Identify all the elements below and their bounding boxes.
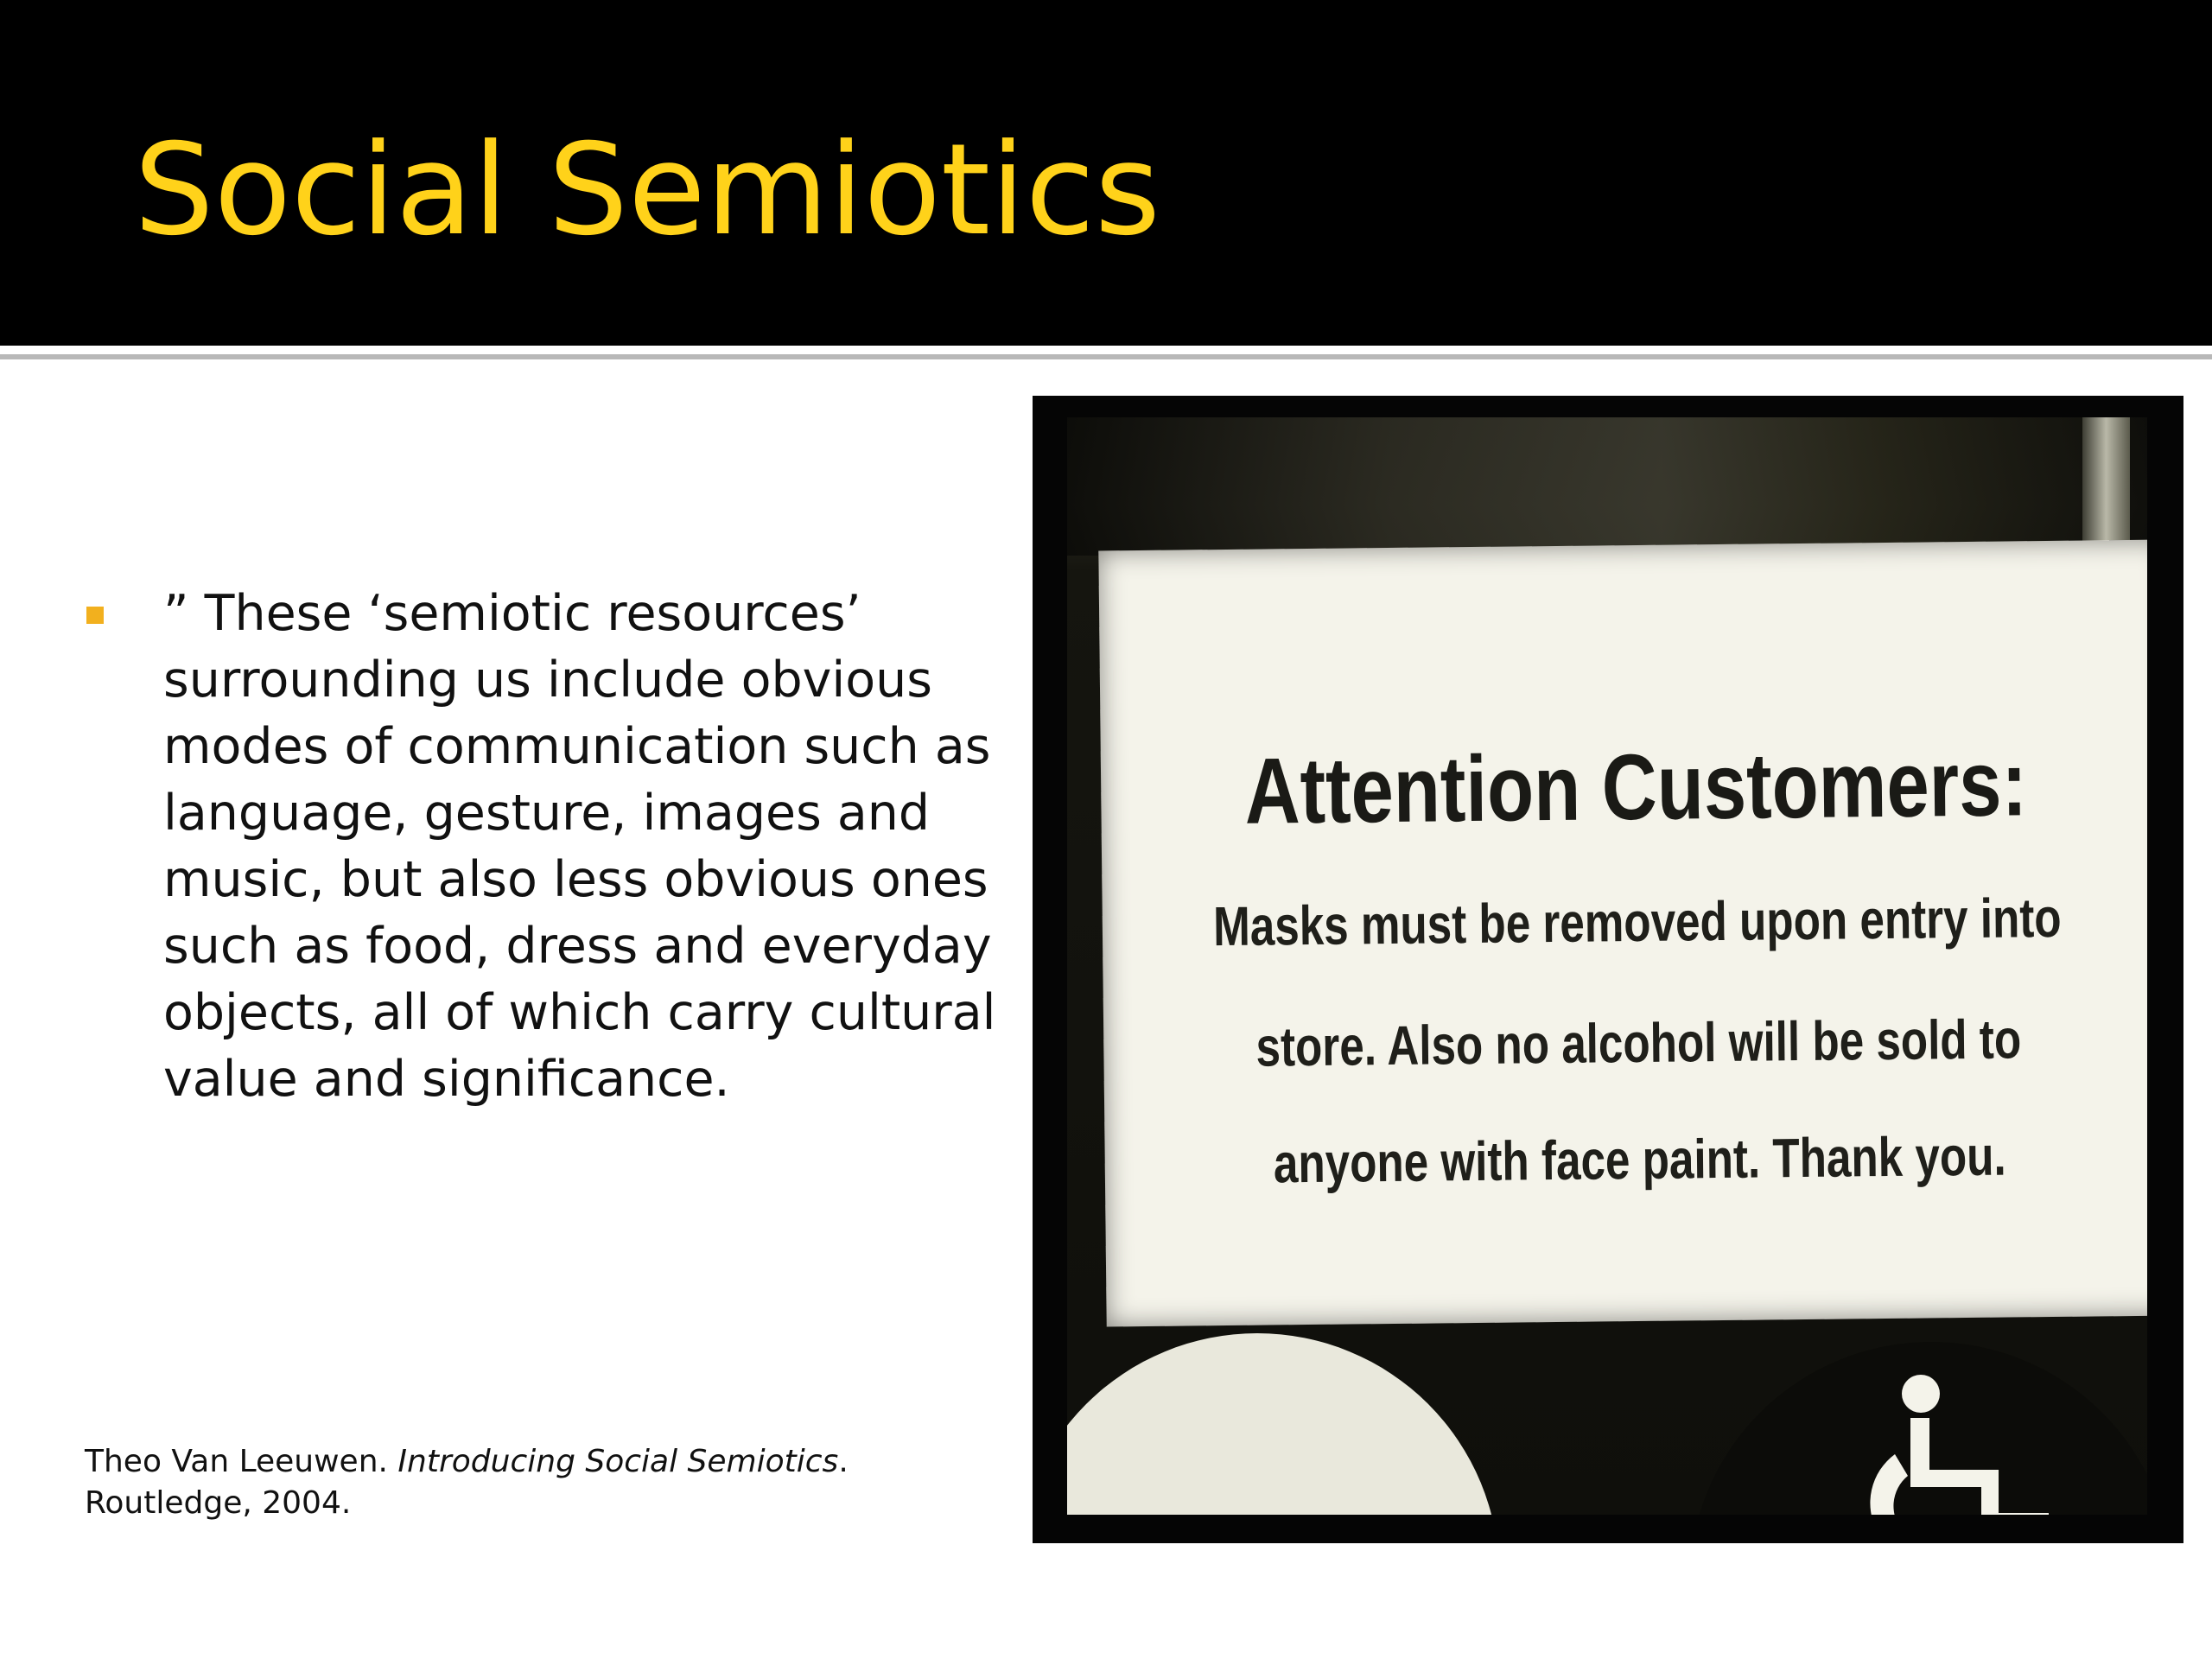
citation-author: Theo Van Leeuwen. (85, 1444, 388, 1479)
title-divider-gap (0, 346, 2212, 354)
notice-line: anyone with face paint. Thank you. (1273, 1124, 2006, 1195)
citation (85, 1441, 966, 1524)
photo-background (1067, 417, 2147, 556)
notice-heading: Attention Customers: (1243, 730, 2028, 843)
bullet-quote-text: ” These ‘semiotic resources’ surrounding us include obvious modes of communication such as language, gesture, images and music, but also less obvious ones such as food, dress and everyday objects, all of which carry cultural value and significance. (163, 585, 996, 1108)
title-divider-line (0, 354, 2212, 359)
notice-line: Masks must be removed upon entry into (1212, 886, 2062, 958)
store-sign-photo (1033, 396, 2183, 1543)
title-bar (0, 0, 2212, 346)
slide-title: Social Semiotics (134, 117, 1161, 264)
photo-light-dome (1067, 1333, 1499, 1515)
citation-period: . (838, 1444, 849, 1479)
citation-work-title: Introducing Social Semiotics (397, 1444, 839, 1479)
bullet-square-icon (86, 607, 104, 624)
citation-publisher-year: Routledge, 2004. (85, 1485, 352, 1521)
printed-notice (1098, 540, 2147, 1327)
notice-line: store. Also no alcohol will be sold to (1255, 1007, 2022, 1078)
wheelchair-accessibility-icon (1869, 1368, 2059, 1515)
photo-scene (1067, 417, 2147, 1515)
